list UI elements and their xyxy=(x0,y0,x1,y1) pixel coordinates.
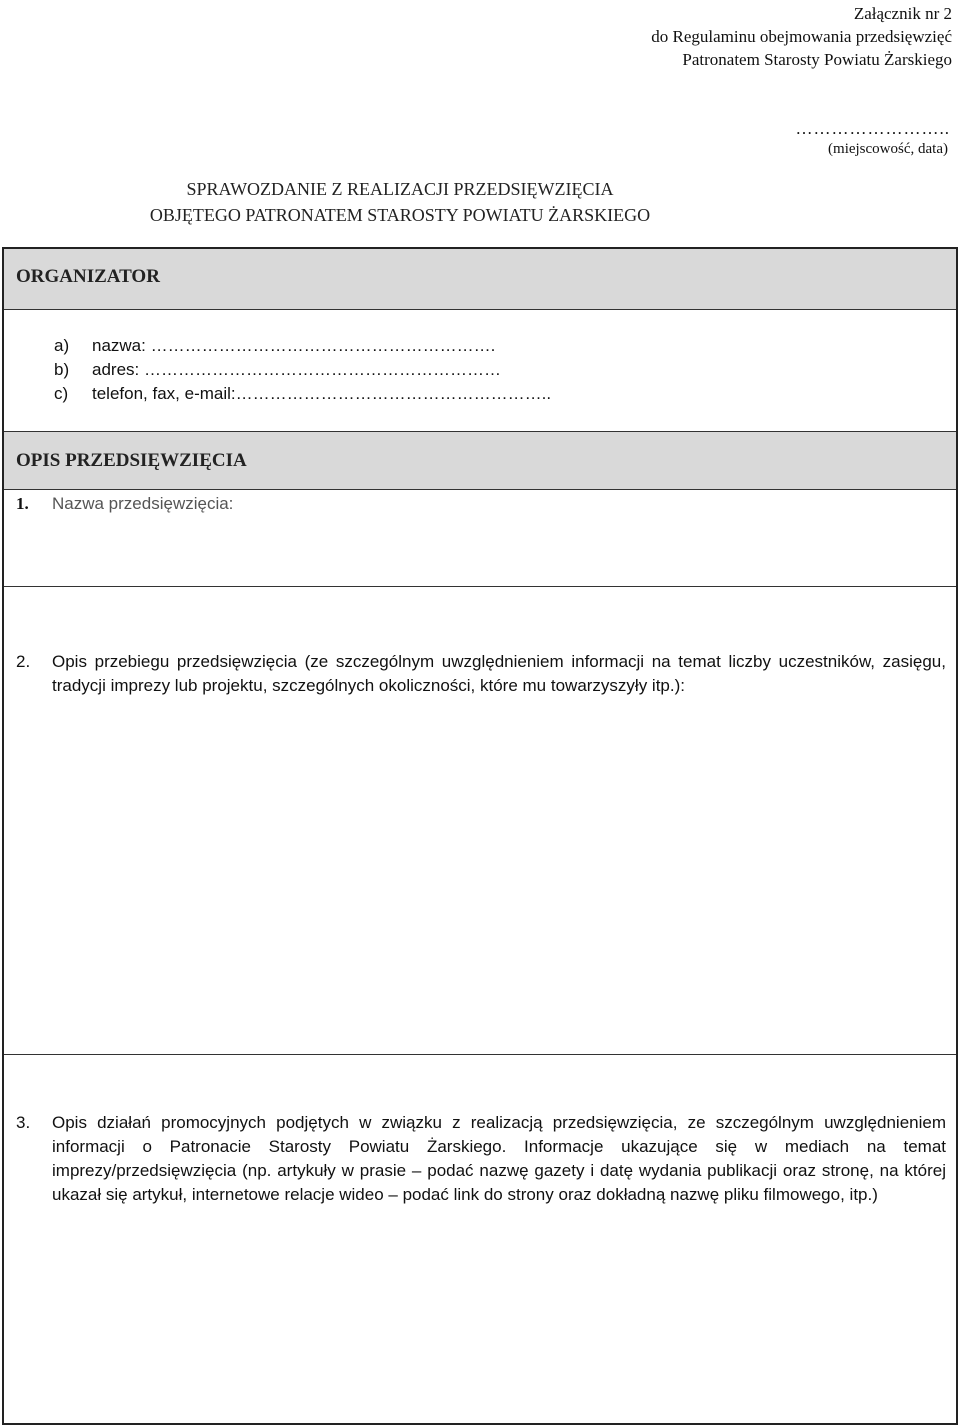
organizer-address-field xyxy=(54,358,501,381)
description-heading: OPIS PRZEDSIĘWZIĘCIA xyxy=(16,450,247,471)
item-3-text: Opis działań promocyjnych podjętych w związku z realizacją przedsięwzięcia, ze szczególnym uwzględnieniem informacji o Patronacie Starosty Powiatu Żarskiego. Informacje ukazujące się w mediach na temat imprezy/przedsięwzięcia (np. artykuły w prasie – podać nazwę gazety i datę wydania publikacji oraz stronę, na której ukazał się artykuł, internetowe relacje wideo – podać link do strony oraz dokładną nazwę pliku filmowego, itp.) xyxy=(52,1113,946,1204)
item-1-text: Nazwa przedsięwzięcia: xyxy=(52,494,234,513)
annex-header xyxy=(651,2,952,71)
annex-line-1: Załącznik nr 2 xyxy=(853,4,952,23)
document-title-line-2: OBJĘTEGO PATRONATEM STAROSTY POWIATU ŻARSKIEGO xyxy=(149,205,651,225)
organizer-section-header xyxy=(4,249,956,310)
report-form-table xyxy=(2,247,958,1425)
annex-line-3: Patronatem Starosty Powiatu Żarskiego xyxy=(682,50,952,69)
annex-line-2: do Regulaminu obejmowania przedsięwzięć xyxy=(651,27,952,46)
organizer-contact-field xyxy=(54,382,551,405)
item-1-number: 1. xyxy=(16,494,29,513)
item-2-text: Opis przebiegu przedsięwzięcia (ze szczególnym uwzględnieniem informacji na temat liczby uczestników, zasięgu, tradycji imprezy lub projektu, szczególnych okoliczności, które mu towarzyszyły itp.): xyxy=(52,652,946,695)
description-section-header xyxy=(4,431,956,490)
place-date-field xyxy=(796,118,951,160)
organizer-contact-text: telefon, fax, e-mail:……………………………………………….. xyxy=(92,384,552,403)
divider xyxy=(4,586,956,587)
document-title xyxy=(0,176,800,228)
organizer-address-label: b) xyxy=(54,360,70,379)
document-title-line-1: SPRAWOZDANIE Z REALIZACJI PRZEDSIĘWZIĘCIA xyxy=(186,179,614,199)
organizer-heading: ORGANIZATOR xyxy=(16,266,160,287)
divider xyxy=(4,1054,956,1055)
organizer-name-label: a) xyxy=(54,336,70,355)
organizer-name-text: nazwa: ……………………………………………………. xyxy=(92,336,496,355)
place-date-label: (miejscowość, data) xyxy=(828,141,948,157)
item-2-number: 2. xyxy=(16,652,31,671)
organizer-name-field xyxy=(54,334,495,357)
organizer-contact-label: c) xyxy=(54,384,69,403)
place-date-dots: …………………….. xyxy=(795,119,950,138)
organizer-address-text: adres: ……………………………………………………… xyxy=(92,360,501,379)
item-3-number: 3. xyxy=(16,1113,31,1132)
